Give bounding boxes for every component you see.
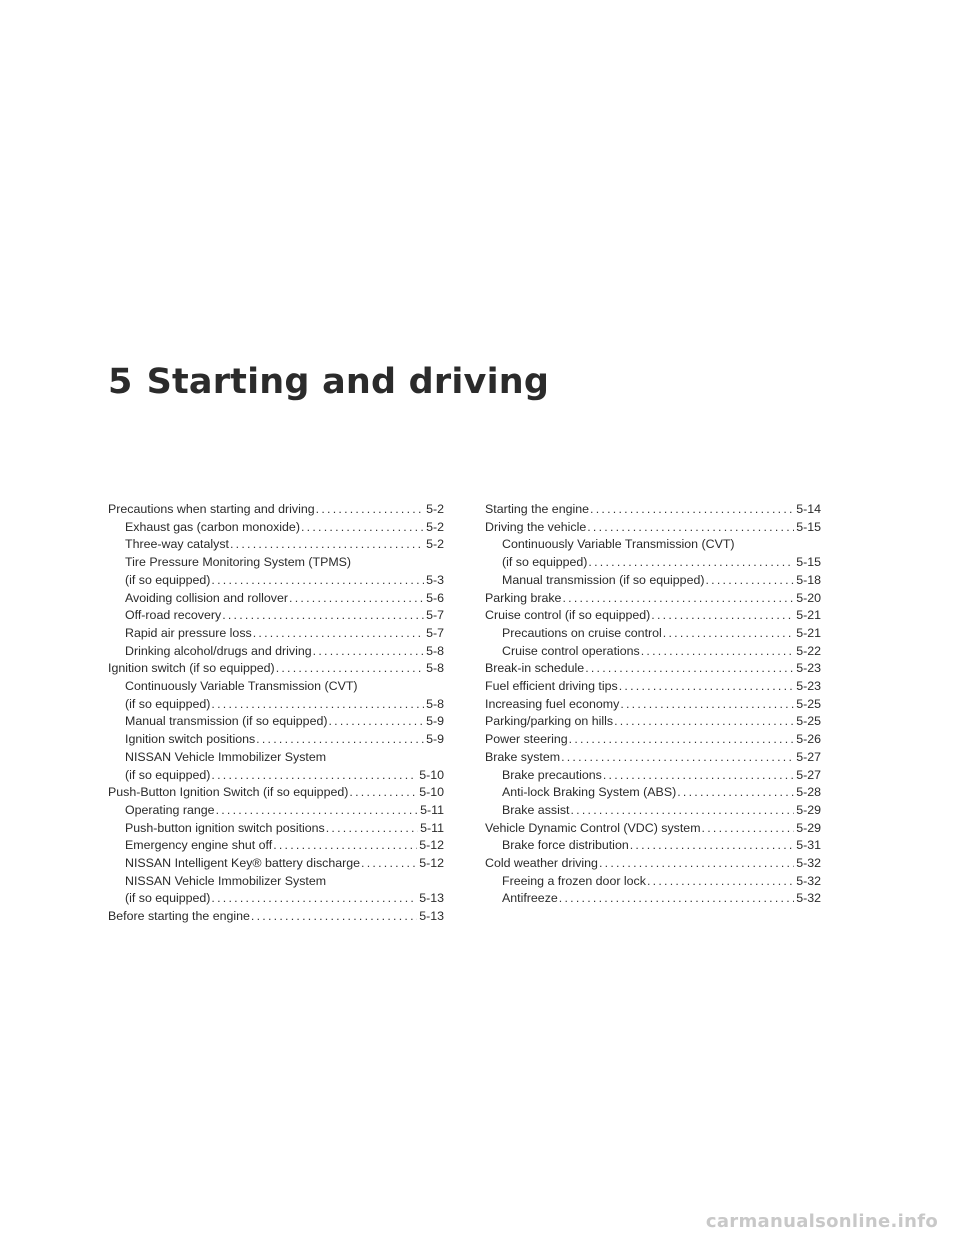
toc-dot-leader — [590, 501, 794, 519]
toc-page-number: 5-10 — [419, 785, 444, 800]
toc-entry-title-line1: NISSAN Vehicle Immobilizer System — [125, 873, 327, 888]
toc-entry-title: Emergency engine shut off — [125, 838, 273, 853]
toc-dot-leader — [588, 554, 794, 572]
toc-entry-title: Power steering — [485, 732, 568, 747]
toc-entry-title: Before starting the engine — [108, 909, 250, 924]
toc-entry-title: Brake system — [485, 749, 561, 764]
toc-dot-leader — [570, 802, 794, 820]
toc-page-number: 5-22 — [796, 643, 821, 658]
toc-page-number: 5-27 — [796, 767, 821, 782]
toc-entry-title: Push-Button Ignition Switch (if so equipped) — [108, 785, 349, 800]
toc-entry-title: (if so equipped) — [125, 696, 211, 711]
chapter-title — [108, 362, 549, 402]
toc-page-number: 5-2 — [426, 502, 444, 516]
toc-dot-leader — [289, 590, 424, 608]
toc-entry[interactable] — [485, 802, 821, 820]
toc-page-number: 5-13 — [419, 909, 444, 924]
toc-entry[interactable] — [485, 767, 821, 785]
toc-dot-leader — [603, 767, 794, 785]
toc-entry-title: Three-way catalyst — [125, 537, 229, 552]
chapter-number: 5 — [108, 362, 133, 402]
toc-page-number: 5-8 — [426, 696, 444, 711]
toc-entry-title-line1: Continuously Variable Transmission (CVT) — [502, 537, 735, 552]
toc-page-number: 5-3 — [426, 572, 444, 587]
toc-dot-leader — [211, 572, 424, 590]
toc-dot-leader — [251, 908, 417, 926]
toc-page-number: 5-8 — [426, 643, 444, 658]
toc-entry-title: Brake assist — [502, 802, 570, 817]
toc-entry-title: Break-in schedule — [485, 661, 585, 676]
toc-page-number: 5-25 — [796, 696, 821, 711]
toc-dot-leader — [677, 784, 794, 802]
toc-page-number: 5-2 — [426, 537, 444, 552]
toc-entry[interactable] — [108, 908, 444, 926]
toc-entry[interactable] — [108, 767, 444, 785]
toc-entry-title: Exhaust gas (carbon monoxide) — [125, 519, 300, 534]
toc-dot-leader — [301, 519, 424, 537]
toc-entry[interactable] — [485, 660, 821, 678]
toc-entry[interactable] — [108, 784, 444, 802]
toc-entry-title: Antifreeze — [502, 891, 558, 906]
toc-page-number: 5-27 — [796, 749, 821, 764]
toc-entry[interactable] — [108, 643, 444, 661]
toc-entry[interactable] — [108, 519, 444, 537]
toc-entry-title: Cruise control operations — [502, 643, 640, 658]
toc-entry-title: (if so equipped) — [125, 767, 211, 782]
toc-entry-title-line1: NISSAN Vehicle Immobilizer System — [125, 749, 327, 764]
toc-entry-title: Manual transmission (if so equipped) — [125, 714, 328, 729]
toc-dot-leader — [587, 519, 794, 537]
toc-page-number: 5-25 — [796, 714, 821, 729]
toc-page-number: 5-10 — [419, 767, 444, 782]
toc-dot-leader — [256, 731, 424, 749]
toc-page-number: 5-15 — [796, 555, 821, 570]
toc-entry[interactable] — [108, 607, 444, 625]
toc-entry[interactable] — [108, 890, 444, 908]
toc-entry-title: Precautions on cruise control — [502, 625, 662, 640]
toc-dot-leader — [705, 572, 794, 590]
toc-entry[interactable] — [108, 820, 444, 838]
toc-entry[interactable] — [485, 590, 821, 608]
toc-dot-leader — [614, 713, 794, 731]
toc-entry-title: (if so equipped) — [125, 572, 211, 587]
toc-entry-title: Manual transmission (if so equipped) — [502, 572, 705, 587]
toc-entry-title: Precautions when starting and driving — [108, 502, 315, 516]
toc-entry[interactable] — [485, 713, 821, 731]
toc-entry[interactable] — [108, 572, 444, 590]
toc-page-number: 5-21 — [796, 608, 821, 623]
toc-dot-leader — [253, 625, 424, 643]
toc-dot-leader — [211, 767, 417, 785]
toc-entry-title-line1: Continuously Variable Transmission (CVT) — [125, 679, 358, 694]
toc-dot-leader — [702, 820, 795, 838]
toc-entry[interactable] — [485, 625, 821, 643]
toc-dot-leader — [222, 607, 424, 625]
toc-entry[interactable] — [108, 590, 444, 608]
toc-page-number: 5-31 — [796, 838, 821, 853]
toc-dot-leader — [216, 802, 419, 820]
toc-dot-leader — [663, 625, 794, 643]
toc-entry-title: Fuel efficient driving tips — [485, 679, 618, 694]
toc-dot-leader — [211, 890, 417, 908]
toc-entry[interactable] — [485, 678, 821, 696]
toc-entry[interactable] — [485, 572, 821, 590]
toc-dot-leader — [276, 660, 424, 678]
toc-entry-title: (if so equipped) — [125, 891, 211, 906]
toc-entry-title: Drinking alcohol/drugs and driving — [125, 643, 312, 658]
toc-entry-title: Ignition switch positions — [125, 732, 256, 747]
toc-dot-leader — [230, 536, 424, 554]
toc-entry[interactable] — [485, 643, 821, 661]
toc-entry[interactable] — [108, 713, 444, 731]
toc-entry-title: Brake precautions — [502, 767, 602, 782]
toc-page-number: 5-12 — [419, 838, 444, 853]
toc-entry-title: Cold weather driving — [485, 856, 598, 871]
toc-entry[interactable] — [485, 519, 821, 537]
toc-entry-title: Parking/parking on hills — [485, 714, 614, 729]
toc-page-number: 5-15 — [796, 519, 821, 534]
toc-dot-leader — [313, 643, 424, 661]
toc-entry-title-line1: Tire Pressure Monitoring System (TPMS) — [125, 555, 352, 570]
toc-dot-leader — [619, 678, 794, 696]
toc-dot-leader — [641, 643, 794, 661]
toc-entry-title: Driving the vehicle — [485, 519, 587, 534]
toc-dot-leader — [562, 590, 794, 608]
toc-entry[interactable] — [108, 501, 444, 519]
toc-entry-title: (if so equipped) — [502, 555, 588, 570]
toc-left-column — [108, 501, 444, 926]
toc-page-number: 5-28 — [796, 785, 821, 800]
toc-entry[interactable] — [108, 731, 444, 749]
toc-dot-leader — [316, 501, 424, 519]
toc-page-number: 5-8 — [426, 661, 444, 676]
chapter-title-text: Starting and driving — [146, 362, 550, 402]
toc-dot-leader — [585, 660, 794, 678]
toc-entry-title: Starting the engine — [485, 502, 590, 516]
toc-entry-title: Push-button ignition switch positions — [125, 820, 325, 835]
toc-entry-title: Ignition switch (if so equipped) — [108, 661, 275, 676]
toc-entry[interactable] — [485, 837, 821, 855]
toc-entry[interactable] — [108, 855, 444, 873]
toc-entry-title: Anti-lock Braking System (ABS) — [502, 785, 677, 800]
toc-page-number: 5-32 — [796, 873, 821, 888]
toc-page-number: 5-18 — [796, 572, 821, 587]
toc-entry[interactable] — [485, 784, 821, 802]
toc-page-number: 5-13 — [419, 891, 444, 906]
toc-dot-leader — [559, 890, 794, 908]
toc-page-number: 5-7 — [426, 608, 444, 623]
toc-page-number: 5-32 — [796, 891, 821, 906]
toc-page-number: 5-23 — [796, 661, 821, 676]
toc-entry[interactable] — [485, 890, 821, 908]
toc-entry[interactable] — [108, 625, 444, 643]
toc-entry-title: Rapid air pressure loss — [125, 625, 252, 640]
toc-page-number: 5-11 — [420, 802, 444, 817]
toc-page-number: 5-29 — [796, 820, 821, 835]
toc-right-column — [485, 501, 821, 908]
toc-entry[interactable] — [108, 837, 444, 855]
toc-page-number: 5-9 — [426, 714, 444, 729]
toc-page-number: 5-12 — [419, 856, 444, 871]
toc-entry-title: Parking brake — [485, 590, 562, 605]
toc-page-number: 5-26 — [796, 732, 821, 747]
toc-dot-leader — [561, 749, 794, 767]
toc-page-number: 5-21 — [796, 625, 821, 640]
toc-page-number: 5-29 — [796, 802, 821, 817]
toc-entry-title: Increasing fuel economy — [485, 696, 620, 711]
toc-entry-title: NISSAN Intelligent Key® battery discharge — [125, 856, 361, 871]
toc-dot-leader — [620, 696, 794, 714]
toc-entry[interactable] — [485, 820, 821, 838]
toc-page-number: 5-6 — [426, 590, 444, 605]
toc-entry-title: Brake force distribution — [502, 838, 629, 853]
toc-entry-title: Cruise control (if so equipped) — [485, 608, 651, 623]
toc-entry[interactable] — [485, 554, 821, 572]
toc-page-number: 5-20 — [796, 590, 821, 605]
toc-entry[interactable] — [108, 536, 444, 554]
toc-dot-leader — [630, 837, 794, 855]
toc-entry[interactable] — [108, 696, 444, 714]
toc-dot-leader — [326, 820, 418, 838]
toc-entry-title: Vehicle Dynamic Control (VDC) system — [485, 820, 701, 835]
toc-page-number: 5-7 — [426, 625, 444, 640]
toc-dot-leader — [599, 855, 794, 873]
toc-entry-title: Freeing a frozen door lock — [502, 873, 646, 888]
toc-entry[interactable] — [485, 731, 821, 749]
toc-entry[interactable] — [485, 501, 821, 519]
toc-dot-leader — [328, 713, 424, 731]
toc-entry-title: Avoiding collision and rollover — [125, 590, 289, 605]
toc-dot-leader — [211, 696, 424, 714]
watermark: carmanualsonline.info — [705, 1211, 938, 1232]
toc-entry[interactable] — [108, 660, 444, 678]
toc-entry[interactable] — [485, 696, 821, 714]
toc-page-number: 5-14 — [796, 502, 821, 516]
toc-entry-title: Operating range — [125, 802, 215, 817]
toc-entry-title: Off-road recovery — [125, 608, 222, 623]
toc-entry[interactable] — [485, 607, 821, 625]
toc-dot-leader — [651, 607, 794, 625]
toc-dot-leader — [273, 837, 417, 855]
toc-page-number: 5-32 — [796, 856, 821, 871]
toc-page-number: 5-11 — [420, 820, 444, 835]
toc-entry[interactable] — [485, 855, 821, 873]
toc-entry[interactable] — [108, 802, 444, 820]
toc-dot-leader — [361, 855, 417, 873]
toc-page-number: 5-9 — [426, 732, 444, 747]
toc-entry[interactable] — [485, 749, 821, 767]
toc-entry[interactable] — [485, 873, 821, 891]
toc-dot-leader — [349, 784, 417, 802]
toc-page-number: 5-23 — [796, 679, 821, 694]
toc-dot-leader — [569, 731, 795, 749]
toc-page-number: 5-2 — [426, 519, 444, 534]
toc-dot-leader — [647, 873, 794, 891]
